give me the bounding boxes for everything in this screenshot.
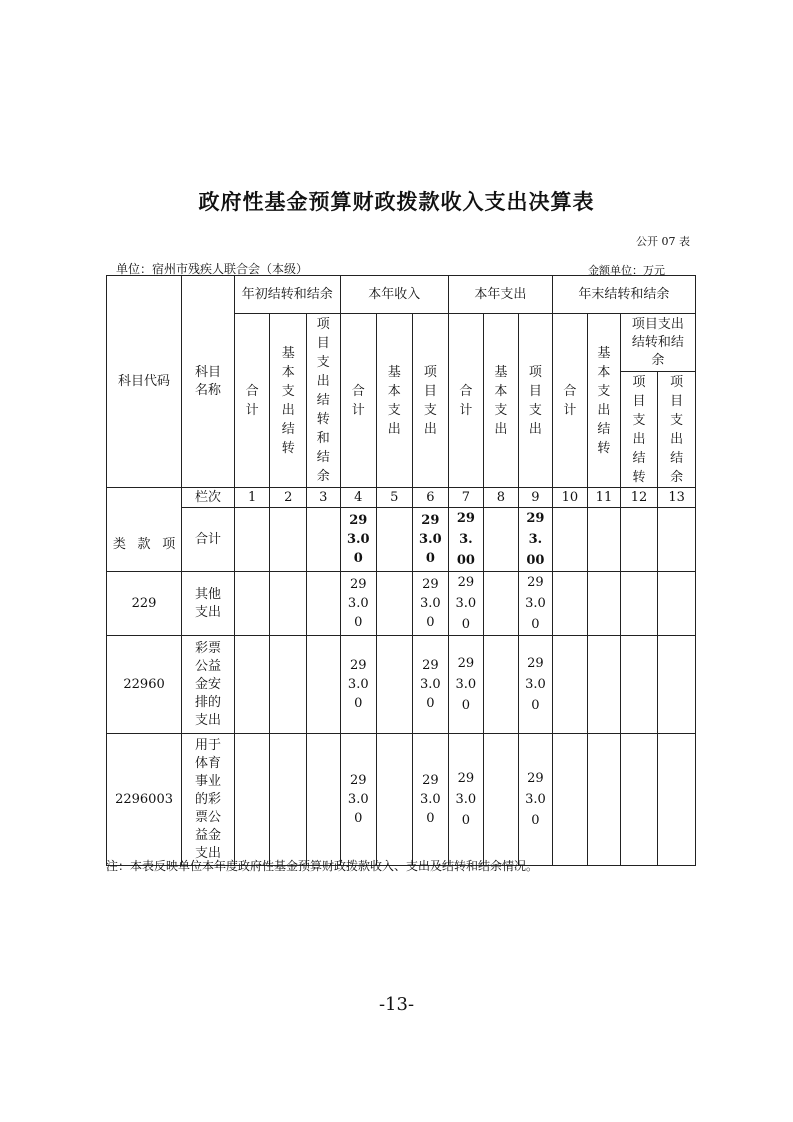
- header-income: 本年收入: [340, 276, 449, 314]
- header-project: 项目支出: [519, 314, 553, 488]
- column-number: 6: [412, 488, 449, 508]
- header-begin-balance: 年初结转和结余: [234, 276, 340, 314]
- header-total: 合计: [234, 314, 270, 488]
- header-project: 项目支出: [412, 314, 449, 488]
- page-number: -13-: [378, 994, 415, 1015]
- budget-table: [106, 275, 696, 866]
- column-number: 9: [519, 488, 553, 508]
- table-row: 2296003 用于体育事业的彩票公益金支出 293.00 293.00 293.00 293.00: [107, 734, 696, 866]
- table-row: 22960 彩票公益金安排的支出 293.00 293.00 293.00 293.00: [107, 636, 696, 734]
- column-number: 1: [234, 488, 270, 508]
- column-number: 7: [449, 488, 484, 508]
- column-number: 5: [377, 488, 413, 508]
- lei-kuan-xiang: 类 款 项: [107, 488, 182, 572]
- header-project-balance: 项目支出结余: [658, 372, 696, 488]
- column-number: 12: [620, 488, 658, 508]
- column-number: 10: [552, 488, 588, 508]
- header-project-carry-balance: 项目支出结转和结余: [620, 314, 695, 372]
- header-basic-carry: 基本支出结转: [270, 314, 307, 488]
- header-total: 合计: [449, 314, 484, 488]
- column-number: 13: [658, 488, 696, 508]
- table-row: 合计 293.00 293.00 293.00 293.00: [107, 508, 696, 572]
- form-number: 公开 07 表: [636, 235, 690, 248]
- header-basic: 基本支出: [377, 314, 413, 488]
- column-number: 11: [588, 488, 620, 508]
- header-name: 科目名称: [182, 276, 235, 488]
- unit-label: 单位：宿州市残疾人联合会（本级）: [116, 262, 309, 276]
- header-end-balance: 年末结转和结余: [552, 276, 695, 314]
- header-total: 合计: [552, 314, 588, 488]
- column-number: 2: [270, 488, 307, 508]
- footnote: 注：本表反映单位本年度政府性基金预算财政拨款收入、支出及结转和结余情况。: [106, 859, 539, 873]
- column-number: 3: [306, 488, 340, 508]
- column-label: 栏次: [182, 488, 235, 508]
- header-project-carry: 项目支出结转: [620, 372, 658, 488]
- table-row: 229 其他支出 293.00 293.00 293.00 293.00: [107, 572, 696, 636]
- column-number: 4: [340, 488, 377, 508]
- column-number: 8: [483, 488, 519, 508]
- page-title: 政府性基金预算财政拨款收入支出决算表: [198, 190, 595, 214]
- header-project-carry-balance: 项目支出结转和结余: [306, 314, 340, 488]
- money-unit-label: 金额单位：万元: [588, 264, 665, 277]
- header-code: 科目代码: [107, 276, 182, 488]
- header-basic-carry: 基本支出结转: [588, 314, 620, 488]
- header-basic: 基本支出: [483, 314, 519, 488]
- header-total: 合计: [340, 314, 377, 488]
- header-expense: 本年支出: [449, 276, 553, 314]
